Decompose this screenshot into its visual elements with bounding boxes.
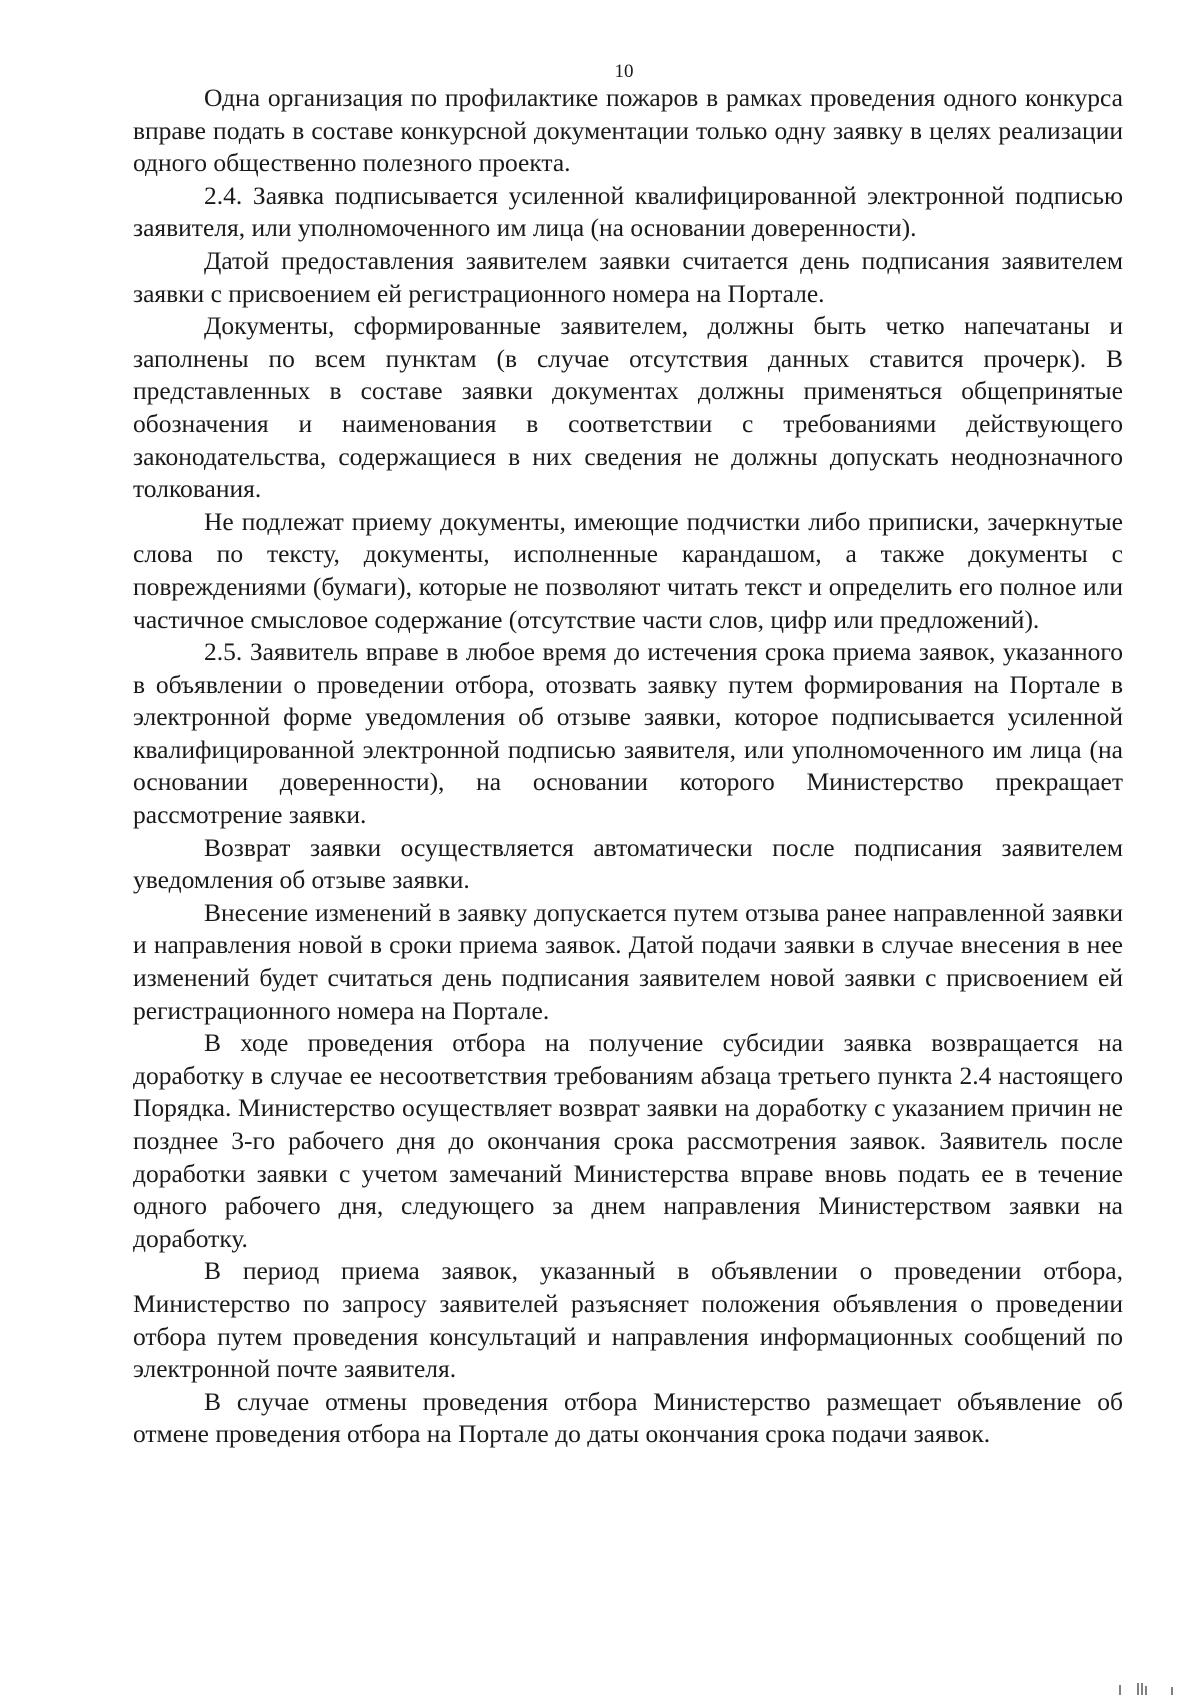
paragraph-2-5-withdrawal: 2.5. Заявитель вправе в любое время до истечения срока приема заявок, указанного в объявлении о проведении отбора, отозвать заявку путем формирования на Портале в электронной форме уведомления об отзыве заявки, которое подписывается усиленной квалифицированной электронной подписью заявителя, или уполномоченного им лица (на основании доверенности), на основании которого Министерство прекращает рассмотрение заявки. [133,637,1123,830]
paragraph-automatic-return: Возврат заявки осуществляется автоматически после подписания заявителем уведомления об отзыве заявки. [133,832,1123,895]
paragraph-2-4-signature: 2.4. Заявка подписывается усиленной квалифицированной электронной подписью заявителя, или уполномоченного им лица (на основании доверенности). [133,180,1123,243]
paragraph-submission-date: Датой предоставления заявителем заявки считается день подписания заявителем заявки с присвоением ей регистрационного номера на Портале. [133,245,1123,308]
paragraph-document-requirements: Документы, сформированные заявителем, должны быть четко напечатаны и заполнены по всем пунктам (в случае отсутствия данных ставится прочерк). В представленных в составе заявки документах должны применяться общепринятые обозначения и наименования в соответствии с требованиями действующего законодательства, содержащиеся в них сведения не должны допускать неоднозначного толкования. [133,311,1123,504]
page-number: 10 [614,61,634,82]
paragraph-return-for-revision: В ходе проведения отбора на получение субсидии заявка возвращается на доработку в случае ее несоответствия требованиям абзаца третьего пункта 2.4 настоящего Порядка. Министерство осуществляет возврат заявки на доработку с указанием причин не позднее 3-го рабочего дня до окончания срока рассмотрения заявок. Заявитель после доработки заявки с учетом замечаний Министерства вправе вновь подать ее в течение одного рабочего дня, следующего за днем направления Министерством заявки на доработку. [133,1028,1123,1253]
scan-artifact-mark [1116,1681,1176,1695]
paragraph-clarifications: В период приема заявок, указанный в объявлении о проведении отбора, Министерство по запросу заявителей разъясняет положения объявления о проведении отбора путем проведения консультаций и направления информационных сообщений по электронной почте заявителя. [133,1256,1123,1384]
paragraph-cancellation: В случае отмены проведения отбора Министерство размещает объявление об отмене проведения отбора на Портале до даты окончания срока подачи заявок. [133,1386,1123,1449]
paragraph-organization-limit: Одна организация по профилактике пожаров в рамках проведения одного конкурса вправе подать в составе конкурсной документации только одну заявку в целях реализации одного общественно полезного проекта. [133,83,1123,178]
paragraph-rejected-documents: Не подлежат приему документы, имеющие подчистки либо приписки, зачеркнутые слова по тексту, документы, исполненные карандашом, а также документы с повреждениями (бумаги), которые не позволяют читать текст и определить его полное или частичное смысловое содержание (отсутствие части слов, цифр или предложений). [133,506,1123,634]
document-body [133,82,1123,1451]
paragraph-amendments: Внесение изменений в заявку допускается путем отзыва ранее направленной заявки и направления новой в сроки приема заявок. Датой подачи заявки в случае внесения в нее изменений будет считаться день подписания заявителем новой заявки с присвоением ей регистрационного номера на Портале. [133,897,1123,1025]
